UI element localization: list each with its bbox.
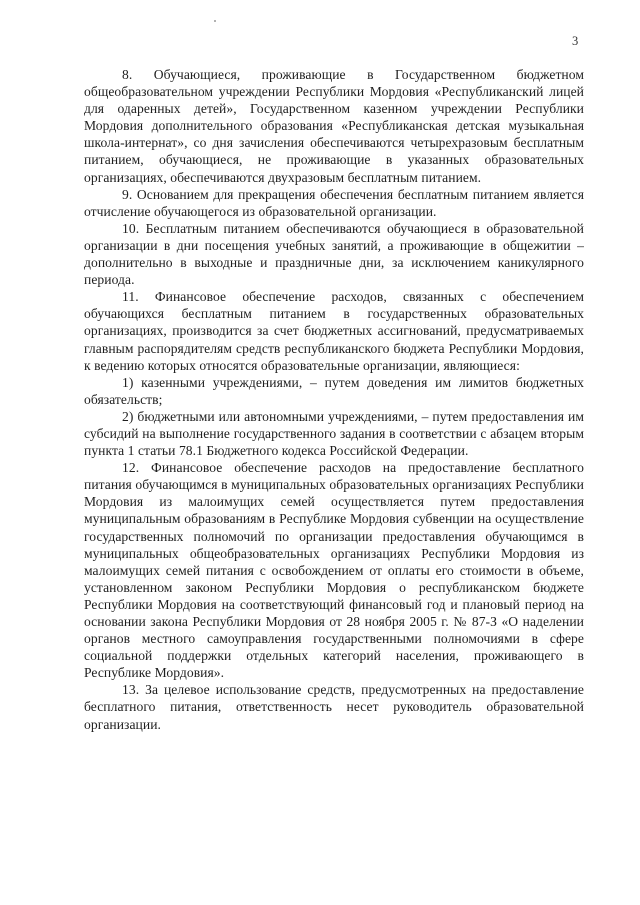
paragraph-11: 11. Финансовое обеспечение расходов, связанных с обеспечением обучающихся бесплатным питанием в государственных образовательных организациях, производится за счет бюджетных ассигнований, предусматриваемых главным распорядителям средств республиканского бюджета Республики Мордовия, к ведению которых относятся образовательные организации, являющиеся:	[84, 289, 584, 373]
scan-speck	[214, 20, 216, 22]
paragraph-8: 8. Обучающиеся, проживающие в Государственном бюджетном общеобразовательном учреждении Республики Мордовия «Республиканский лицей для одаренных детей», Государственном казенном учреждении Республики Мордовия дополнительного образования «Республиканская детская музыкальная школа-интернат», со дня зачисления обеспечиваются четырехразовым бесплатным питанием, обучающиеся, не проживающие в указанных образовательных организациях, обеспечиваются двухразовым бесплатным питанием.	[84, 67, 584, 185]
paragraph-13: 13. За целевое использование средств, предусмотренных на предоставление бесплатного питания, ответственность несет руководитель образовательной организации.	[84, 682, 584, 732]
page-number: 3	[572, 34, 579, 48]
paragraph-11-item-1: 1) казенными учреждениями, – путем доведения им лимитов бюджетных обязательств;	[84, 374, 584, 407]
document-body	[84, 66, 584, 733]
paragraph-11-item-2: 2) бюджетными или автономными учреждениями, – путем предоставления им субсидий на выполнение государственного задания в соответствии с абзацем вторым пункта 1 статьи 78.1 Бюджетного кодекса Российской Федерации.	[84, 408, 584, 459]
paragraph-12: 12. Финансовое обеспечение расходов на предоставление бесплатного питания обучающимся в муниципальных образовательных организациях Республики Мордовия из малоимущих семей осуществляется путем предоставления муниципальным образованиям в Республике Мордовия субвенции на осуществление государственных полномочий по организации предоставления обучающимся в муниципальных общеобразовательных организациях Республики Мордовия из малоимущих семей питания с освобождением от оплаты его стоимости в объеме, установленном законом Республики Мордовия о республиканском бюджете Республики Мордовия на соответствующий финансовый год и плановый период на основании закона Республики Мордовия от 28 ноября 2005 г. № 87-З «О наделении органов местного самоуправления государственными полномочиями в сфере социальной поддержки отдельных категорий населения, проживающего в Республике Мордовия».	[84, 460, 584, 681]
paragraph-10: 10. Бесплатным питанием обеспечиваются обучающиеся в образовательной организации в дни посещения учебных занятий, а проживающие в общежитии – дополнительно в выходные и праздничные дни, за исключением каникулярного периода.	[84, 220, 584, 288]
paragraph-9: 9. Основанием для прекращения обеспечения бесплатным питанием является отчисление обучающегося из образовательной организации.	[84, 186, 584, 219]
